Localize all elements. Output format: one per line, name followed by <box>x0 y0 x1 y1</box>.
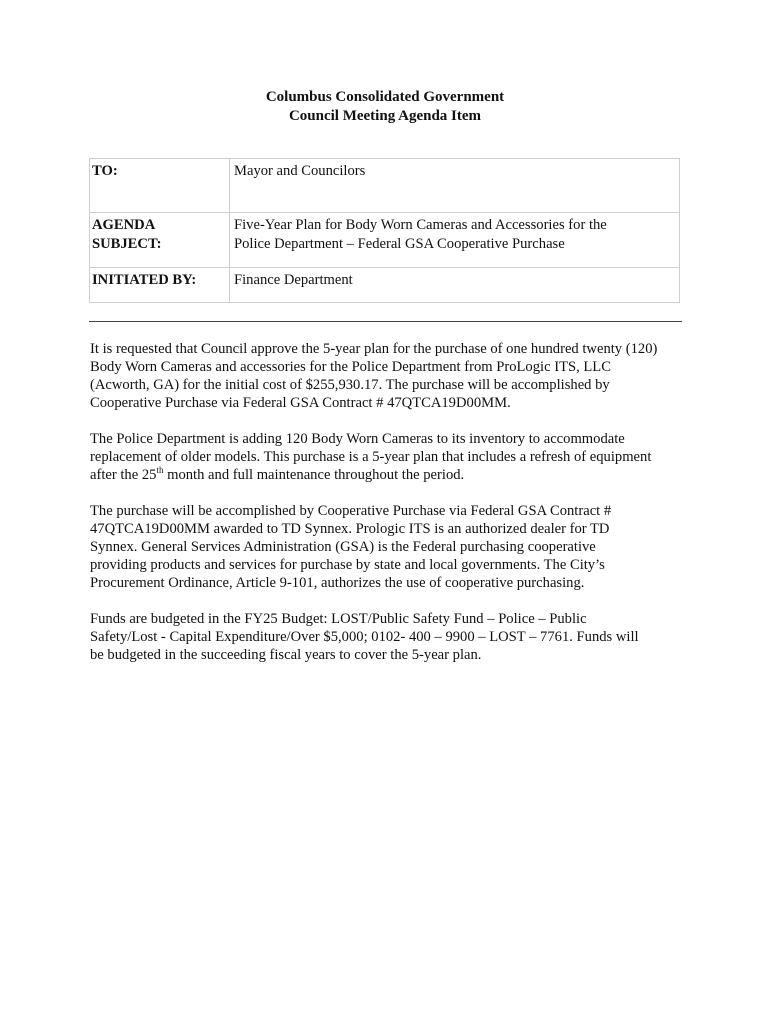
paragraph-line: providing products and services for purchase by state and local governments. The City’s <box>90 557 605 573</box>
subject-label-line1: AGENDA <box>92 217 156 233</box>
paragraph-line: (Acworth, GA) for the initial cost of $255,930.17. The purchase will be accomplished by <box>90 377 610 393</box>
paragraph-funding <box>90 610 680 664</box>
paragraph-purchase-method <box>90 502 680 592</box>
paragraph-request <box>90 340 680 412</box>
line-text-before: after the 25 <box>90 467 157 483</box>
to-label: TO: <box>90 159 230 213</box>
ordinal-suffix: th <box>156 465 164 476</box>
line-text-after: month and full maintenance throughout the period. <box>163 467 465 483</box>
subject-label <box>90 213 230 268</box>
title-organization: Columbus Consolidated Government <box>265 89 505 105</box>
paragraph-line: Procurement Ordinance, Article 9-101, authorizes the use of cooperative purchasing. <box>90 575 585 591</box>
document-title <box>0 88 770 126</box>
title-subtitle: Council Meeting Agenda Item <box>288 108 482 124</box>
paragraph-line: Cooperative Purchase via Federal GSA Contract # 47QTCA19D00MM. <box>90 395 511 411</box>
paragraph-inventory <box>90 430 680 484</box>
table-row-subject <box>90 213 680 268</box>
paragraph-line: It is requested that Council approve the 5-year plan for the purchase of one hundred twenty (120) <box>90 341 658 357</box>
paragraph-line: 47QTCA19D00MM awarded to TD Synnex. Prologic ITS is an authorized dealer for TD <box>90 521 610 537</box>
paragraph-line: Funds are budgeted in the FY25 Budget: LOST/Public Safety Fund – Police – Public <box>90 611 587 627</box>
to-value: Mayor and Councilors <box>230 159 680 213</box>
paragraph-line <box>90 466 680 484</box>
subject-value-line2: Police Department – Federal GSA Cooperative Purchase <box>234 236 565 252</box>
paragraph-line: The purchase will be accomplished by Cooperative Purchase via Federal GSA Contract # <box>90 503 612 519</box>
table-row-initiated <box>90 268 680 303</box>
paragraph-line: The Police Department is adding 120 Body Worn Cameras to its inventory to accommodate <box>90 431 625 447</box>
subject-value <box>230 213 680 268</box>
paragraph-line: Safety/Lost - Capital Expenditure/Over $5,000; 0102- 400 – 9900 – LOST – 7761. Funds will <box>90 629 639 645</box>
section-divider <box>89 321 682 322</box>
subject-value-line1: Five-Year Plan for Body Worn Cameras and Accessories for the <box>234 217 607 233</box>
document-body <box>90 340 680 682</box>
paragraph-line: be budgeted in the succeeding fiscal years to cover the 5-year plan. <box>90 647 482 663</box>
table-row-to <box>90 159 680 213</box>
initiated-value: Finance Department <box>230 268 680 303</box>
paragraph-line: replacement of older models. This purchase is a 5-year plan that includes a refresh of equipment <box>90 449 652 465</box>
paragraph-line: Synnex. General Services Administration (GSA) is the Federal purchasing cooperative <box>90 539 596 555</box>
agenda-info-table <box>89 158 680 303</box>
initiated-label: INITIATED BY: <box>90 268 230 303</box>
subject-label-line2: SUBJECT: <box>92 236 162 252</box>
paragraph-line: Body Worn Cameras and accessories for the Police Department from ProLogic ITS, LLC <box>90 359 611 375</box>
